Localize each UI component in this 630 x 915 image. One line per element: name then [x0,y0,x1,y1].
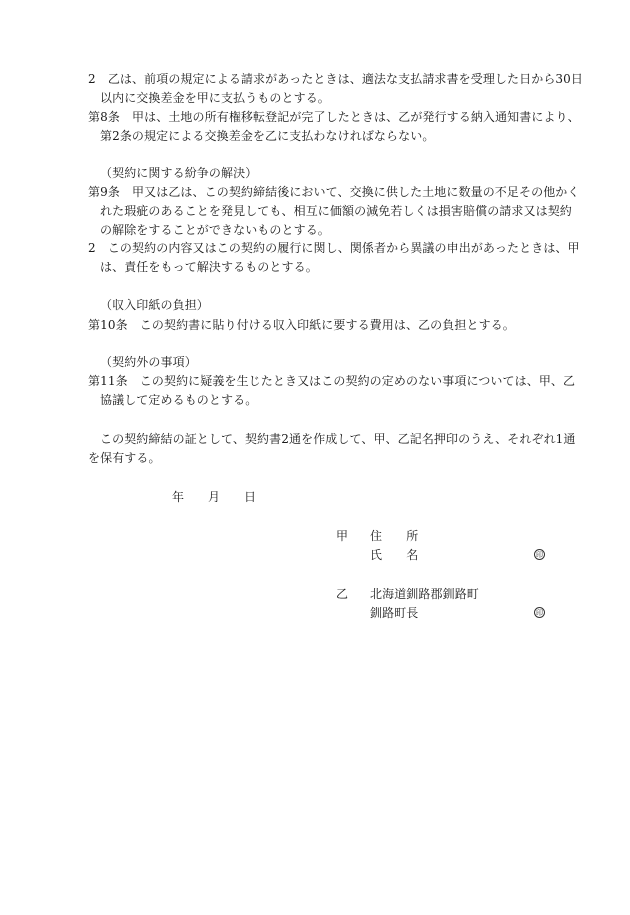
art11-heading: （契約外の事項） [100,355,197,369]
party-b-name: 釧路町長 [370,606,419,620]
date-year: 年 [172,490,185,504]
closing-line1: この契約締結の証として、契約書2通を作成して、甲、乙記名押印のうえ、それぞれ1通 [100,432,576,446]
party-a-address-label: 住 所 [370,529,419,543]
party-b-seal-icon: 印 [536,609,543,617]
date-day: 日 [244,490,257,504]
art8-line1: 第8条 甲は、土地の所有権移転登記が完了したときは、乙が発行する納入通知書により、 [88,110,580,124]
closing-line2: を保有する。 [88,451,161,465]
party-a-seal-icon: 印 [536,551,543,559]
art8-line2: 第2条の規定による交換差金を乙に支払わなければならない。 [100,129,435,143]
art7-para2-line1: 2 乙は、前項の規定による請求があったときは、適法な支払請求書を受理した日から30日 [88,72,583,86]
party-a-label: 甲 [336,529,349,543]
party-b-label: 乙 [336,587,349,601]
art11-line1: 第11条 この契約に疑義を生じたとき又はこの契約の定めのない事項については、甲、乙 [88,374,576,388]
date-month: 月 [208,490,221,504]
art7-para2-line2: 以内に交換差金を甲に支払うものとする。 [100,91,330,105]
art10-line1: 第10条 この契約書に貼り付ける収入印紙に要する費用は、乙の負担とする。 [88,318,515,332]
art10-heading: （収入印紙の負担） [100,298,209,312]
art9-para2-line1: 2 この契約の内容又はこの契約の履行に関し、関係者から異議の申出があったときは、甲 [88,241,580,255]
art11-line2: 協議して定めるものとする。 [100,393,258,407]
party-b-address: 北海道釧路郡釧路町 [370,587,479,601]
art9-line2: れた瑕疵のあることを発見しても、相互に価額の減免若しくは損害賠償の請求又は契約 [100,204,572,218]
art9-line3: の解除をすることができないものとする。 [100,223,330,237]
art9-heading: （契約に関する紛争の解決） [100,166,258,180]
art9-para2-line2: は、責任をもって解決するものとする。 [100,260,318,274]
art9-line1: 第9条 甲又は乙は、この契約締結後において、交換に供した土地に数量の不足その他かく [88,185,580,199]
party-a-name-label: 氏 名 [370,548,419,562]
